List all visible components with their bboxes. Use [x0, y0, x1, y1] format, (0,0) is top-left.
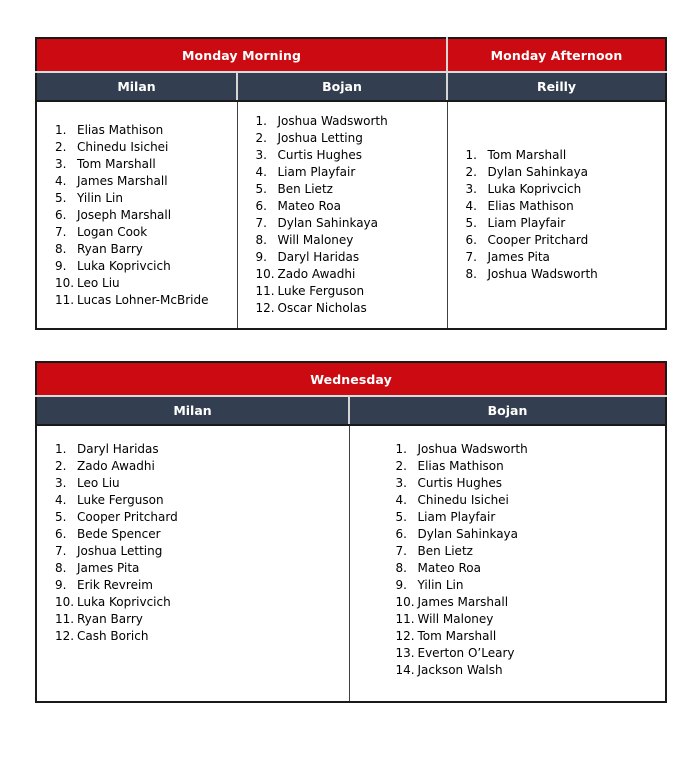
roster-item-number: 11. — [395, 612, 415, 626]
player-name: Daryl Haridas — [77, 442, 159, 456]
player-name: Everton O’Leary — [417, 646, 515, 660]
roster-item-number: 8. — [465, 267, 477, 281]
roster-item-number: 5. — [465, 216, 477, 230]
player-name: Joseph Marshall — [77, 207, 172, 222]
roster-item-number: 5. — [255, 182, 267, 196]
roster-item-number: 3. — [255, 148, 267, 162]
roster-item-number: 3. — [55, 476, 67, 490]
roster-item — [396, 611, 666, 628]
roster-item — [55, 509, 349, 526]
player-name: Luka Koprivcich — [77, 258, 171, 273]
roster-item-number: 6. — [465, 233, 477, 247]
roster-item — [55, 441, 349, 458]
player-name: Logan Cook — [77, 224, 148, 239]
player-name: Elias Mathison — [417, 459, 504, 473]
roster-item-number: 10. — [395, 595, 415, 609]
roster-item — [396, 645, 666, 662]
player-name: Liam Playfair — [487, 216, 566, 230]
player-name: Chinedu Isichei — [77, 139, 169, 154]
player-name: Dylan Sahinkaya — [277, 216, 379, 230]
roster-item — [256, 164, 447, 181]
monday-subheader-row — [36, 72, 666, 101]
player-name: Ben Lietz — [277, 182, 333, 196]
roster-item — [55, 292, 237, 309]
roster-item-number: 5. — [395, 510, 407, 524]
roster-cell-wednesday-bojan — [349, 425, 666, 702]
roster-item — [55, 492, 349, 509]
player-name: Luke Ferguson — [277, 284, 365, 298]
roster-item-number: 2. — [55, 139, 67, 154]
player-name: Jackson Walsh — [417, 663, 503, 677]
roster-item — [396, 441, 666, 458]
player-name: Ryan Barry — [77, 612, 143, 626]
roster-item — [256, 113, 447, 130]
roster-item — [55, 190, 237, 207]
roster-list-monday-reilly — [448, 147, 666, 283]
player-name: Will Maloney — [277, 233, 354, 247]
table-title-monday-morning: Monday Morning — [36, 38, 447, 72]
player-name: Ryan Barry — [77, 241, 143, 256]
player-name: James Pita — [77, 561, 140, 575]
player-name: James Pita — [487, 250, 550, 264]
roster-item — [256, 266, 447, 283]
roster-item-number: 10. — [55, 275, 75, 290]
player-name: Mateo Roa — [417, 561, 481, 575]
roster-item-number: 9. — [55, 578, 67, 592]
roster-item-number: 8. — [255, 233, 267, 247]
roster-item — [55, 173, 237, 190]
roster-item-number: 2. — [395, 459, 407, 473]
roster-item-number: 9. — [395, 578, 407, 592]
roster-item — [55, 475, 349, 492]
roster-item — [466, 147, 666, 164]
player-name: Will Maloney — [417, 612, 494, 626]
roster-item-number: 4. — [55, 493, 67, 507]
roster-item-number: 7. — [465, 250, 477, 264]
player-name: Joshua Letting — [277, 131, 363, 145]
player-name: Daryl Haridas — [277, 250, 360, 264]
roster-item — [55, 611, 349, 628]
roster-item — [396, 577, 666, 594]
roster-item — [55, 526, 349, 543]
roster-item — [396, 662, 666, 679]
roster-item — [55, 122, 237, 139]
roster-item — [256, 198, 447, 215]
player-name: Curtis Hughes — [277, 148, 363, 162]
player-name: Cooper Pritchard — [77, 510, 178, 524]
roster-item-number: 7. — [255, 216, 267, 230]
roster-item-number: 8. — [55, 241, 67, 256]
roster-list-wednesday-bojan — [350, 441, 666, 679]
roster-item-number: 12. — [255, 301, 275, 315]
player-name: Zado Awadhi — [277, 267, 356, 281]
roster-item — [396, 543, 666, 560]
column-header-bojan: Bojan — [237, 72, 447, 101]
roster-item-number: 9. — [55, 258, 67, 273]
roster-list-monday-milan — [37, 122, 237, 309]
player-name: Yilin Lin — [77, 190, 123, 205]
roster-cell-monday-milan — [36, 101, 237, 329]
roster-item-number: 5. — [55, 190, 67, 205]
player-name: Dylan Sahinkaya — [417, 527, 519, 541]
roster-item-number: 6. — [55, 207, 67, 222]
player-name: Luke Ferguson — [77, 493, 164, 507]
wednesday-schedule-table — [35, 361, 667, 703]
player-name: Dylan Sahinkaya — [487, 165, 589, 179]
player-name: Chinedu Isichei — [417, 493, 509, 507]
roster-item-number: 2. — [255, 131, 267, 145]
roster-item-number: 6. — [255, 199, 267, 213]
roster-item — [256, 181, 447, 198]
roster-item — [466, 249, 666, 266]
roster-item-number: 1. — [465, 148, 477, 162]
player-name: Mateo Roa — [277, 199, 341, 213]
player-name: Liam Playfair — [417, 510, 496, 524]
roster-item — [55, 628, 349, 645]
roster-cell-wednesday-milan — [36, 425, 349, 702]
roster-item — [55, 543, 349, 560]
roster-item — [55, 241, 237, 258]
table-title-wednesday: Wednesday — [36, 362, 666, 396]
monday-schedule-table — [35, 37, 667, 330]
roster-item — [466, 232, 666, 249]
player-name: Curtis Hughes — [417, 476, 503, 490]
roster-item-number: 4. — [395, 493, 407, 507]
player-name: Tom Marshall — [77, 156, 156, 171]
roster-item-number: 4. — [255, 165, 267, 179]
roster-cell-monday-bojan — [237, 101, 447, 329]
roster-item — [55, 139, 237, 156]
player-name: Elias Mathison — [77, 122, 164, 137]
roster-item — [466, 198, 666, 215]
roster-item-number: 5. — [55, 510, 67, 524]
player-name: Luka Koprivcich — [487, 182, 582, 196]
player-name: Erik Revreim — [77, 578, 153, 592]
roster-item — [256, 249, 447, 266]
roster-item — [466, 266, 666, 283]
roster-item-number: 12. — [395, 629, 415, 643]
roster-item — [396, 458, 666, 475]
player-name: Leo Liu — [77, 275, 120, 290]
player-name: Tom Marshall — [417, 629, 497, 643]
roster-item — [396, 560, 666, 577]
player-name: Leo Liu — [77, 476, 120, 490]
roster-item-number: 11. — [55, 612, 75, 626]
roster-item — [396, 509, 666, 526]
roster-list-monday-bojan — [238, 113, 447, 317]
roster-item-number: 14. — [395, 663, 415, 677]
roster-item-number: 6. — [55, 527, 67, 541]
roster-item-number: 8. — [395, 561, 407, 575]
roster-item-number: 1. — [255, 114, 267, 128]
roster-item — [396, 526, 666, 543]
roster-item-number: 7. — [395, 544, 407, 558]
player-name: Yilin Lin — [417, 578, 464, 592]
column-header-bojan-wednesday: Bojan — [349, 396, 666, 425]
player-name: Cooper Pritchard — [487, 233, 589, 247]
wednesday-title-row — [36, 362, 666, 396]
monday-roster-row — [36, 101, 666, 329]
roster-item — [396, 475, 666, 492]
roster-item — [55, 275, 237, 292]
player-name: Ben Lietz — [417, 544, 473, 558]
roster-item — [256, 232, 447, 249]
player-name: James Marshall — [77, 173, 168, 188]
monday-title-row — [36, 38, 666, 72]
roster-item — [396, 594, 666, 611]
player-name: Elias Mathison — [487, 199, 574, 213]
column-header-milan-wednesday: Milan — [36, 396, 349, 425]
player-name: Joshua Letting — [77, 544, 163, 558]
roster-item-number: 9. — [255, 250, 267, 264]
player-name: Bede Spencer — [77, 527, 161, 541]
roster-item — [256, 215, 447, 232]
roster-item — [55, 458, 349, 475]
column-header-reilly: Reilly — [447, 72, 666, 101]
player-name: Joshua Wadsworth — [487, 267, 598, 281]
roster-item-number: 4. — [465, 199, 477, 213]
roster-item — [55, 577, 349, 594]
roster-item-number: 8. — [55, 561, 67, 575]
roster-item — [55, 156, 237, 173]
roster-item-number: 3. — [465, 182, 477, 196]
roster-item — [466, 181, 666, 198]
roster-item — [256, 147, 447, 164]
roster-item — [396, 628, 666, 645]
wednesday-roster-row — [36, 425, 666, 702]
roster-item — [55, 258, 237, 275]
roster-item — [466, 164, 666, 181]
column-header-milan: Milan — [36, 72, 237, 101]
roster-item-number: 6. — [395, 527, 407, 541]
roster-item-number: 1. — [395, 442, 407, 456]
player-name: Luka Koprivcich — [77, 595, 171, 609]
roster-item — [466, 215, 666, 232]
roster-item-number: 10. — [55, 595, 75, 609]
player-name: Tom Marshall — [487, 148, 567, 162]
roster-item-number: 2. — [55, 459, 67, 473]
player-name: Oscar Nicholas — [277, 301, 367, 315]
roster-item — [396, 492, 666, 509]
roster-item-number: 7. — [55, 544, 67, 558]
player-name: Lucas Lohner-McBride — [77, 292, 209, 307]
player-name: Joshua Wadsworth — [417, 442, 528, 456]
roster-item-number: 2. — [465, 165, 477, 179]
roster-item — [256, 283, 447, 300]
roster-item — [55, 224, 237, 241]
player-name: Liam Playfair — [277, 165, 356, 179]
roster-cell-monday-reilly — [447, 101, 666, 329]
table-title-monday-afternoon: Monday Afternoon — [447, 38, 666, 72]
roster-item-number: 10. — [255, 267, 275, 281]
roster-item-number: 11. — [255, 284, 275, 298]
roster-item-number: 1. — [55, 442, 67, 456]
player-name: Cash Borich — [77, 629, 149, 643]
player-name: James Marshall — [417, 595, 509, 609]
wednesday-subheader-row — [36, 396, 666, 425]
roster-item — [55, 594, 349, 611]
player-name: Joshua Wadsworth — [277, 114, 388, 128]
roster-item-number: 13. — [395, 646, 415, 660]
roster-item — [256, 130, 447, 147]
roster-list-wednesday-milan — [37, 441, 349, 645]
roster-item — [55, 207, 237, 224]
roster-item-number: 3. — [395, 476, 407, 490]
roster-item-number: 1. — [55, 122, 67, 137]
roster-item-number: 3. — [55, 156, 67, 171]
roster-item-number: 12. — [55, 629, 75, 643]
roster-item-number: 7. — [55, 224, 67, 239]
roster-item-number: 4. — [55, 173, 67, 188]
roster-item — [55, 560, 349, 577]
roster-item — [256, 300, 447, 317]
roster-item-number: 11. — [55, 292, 75, 307]
player-name: Zado Awadhi — [77, 459, 155, 473]
